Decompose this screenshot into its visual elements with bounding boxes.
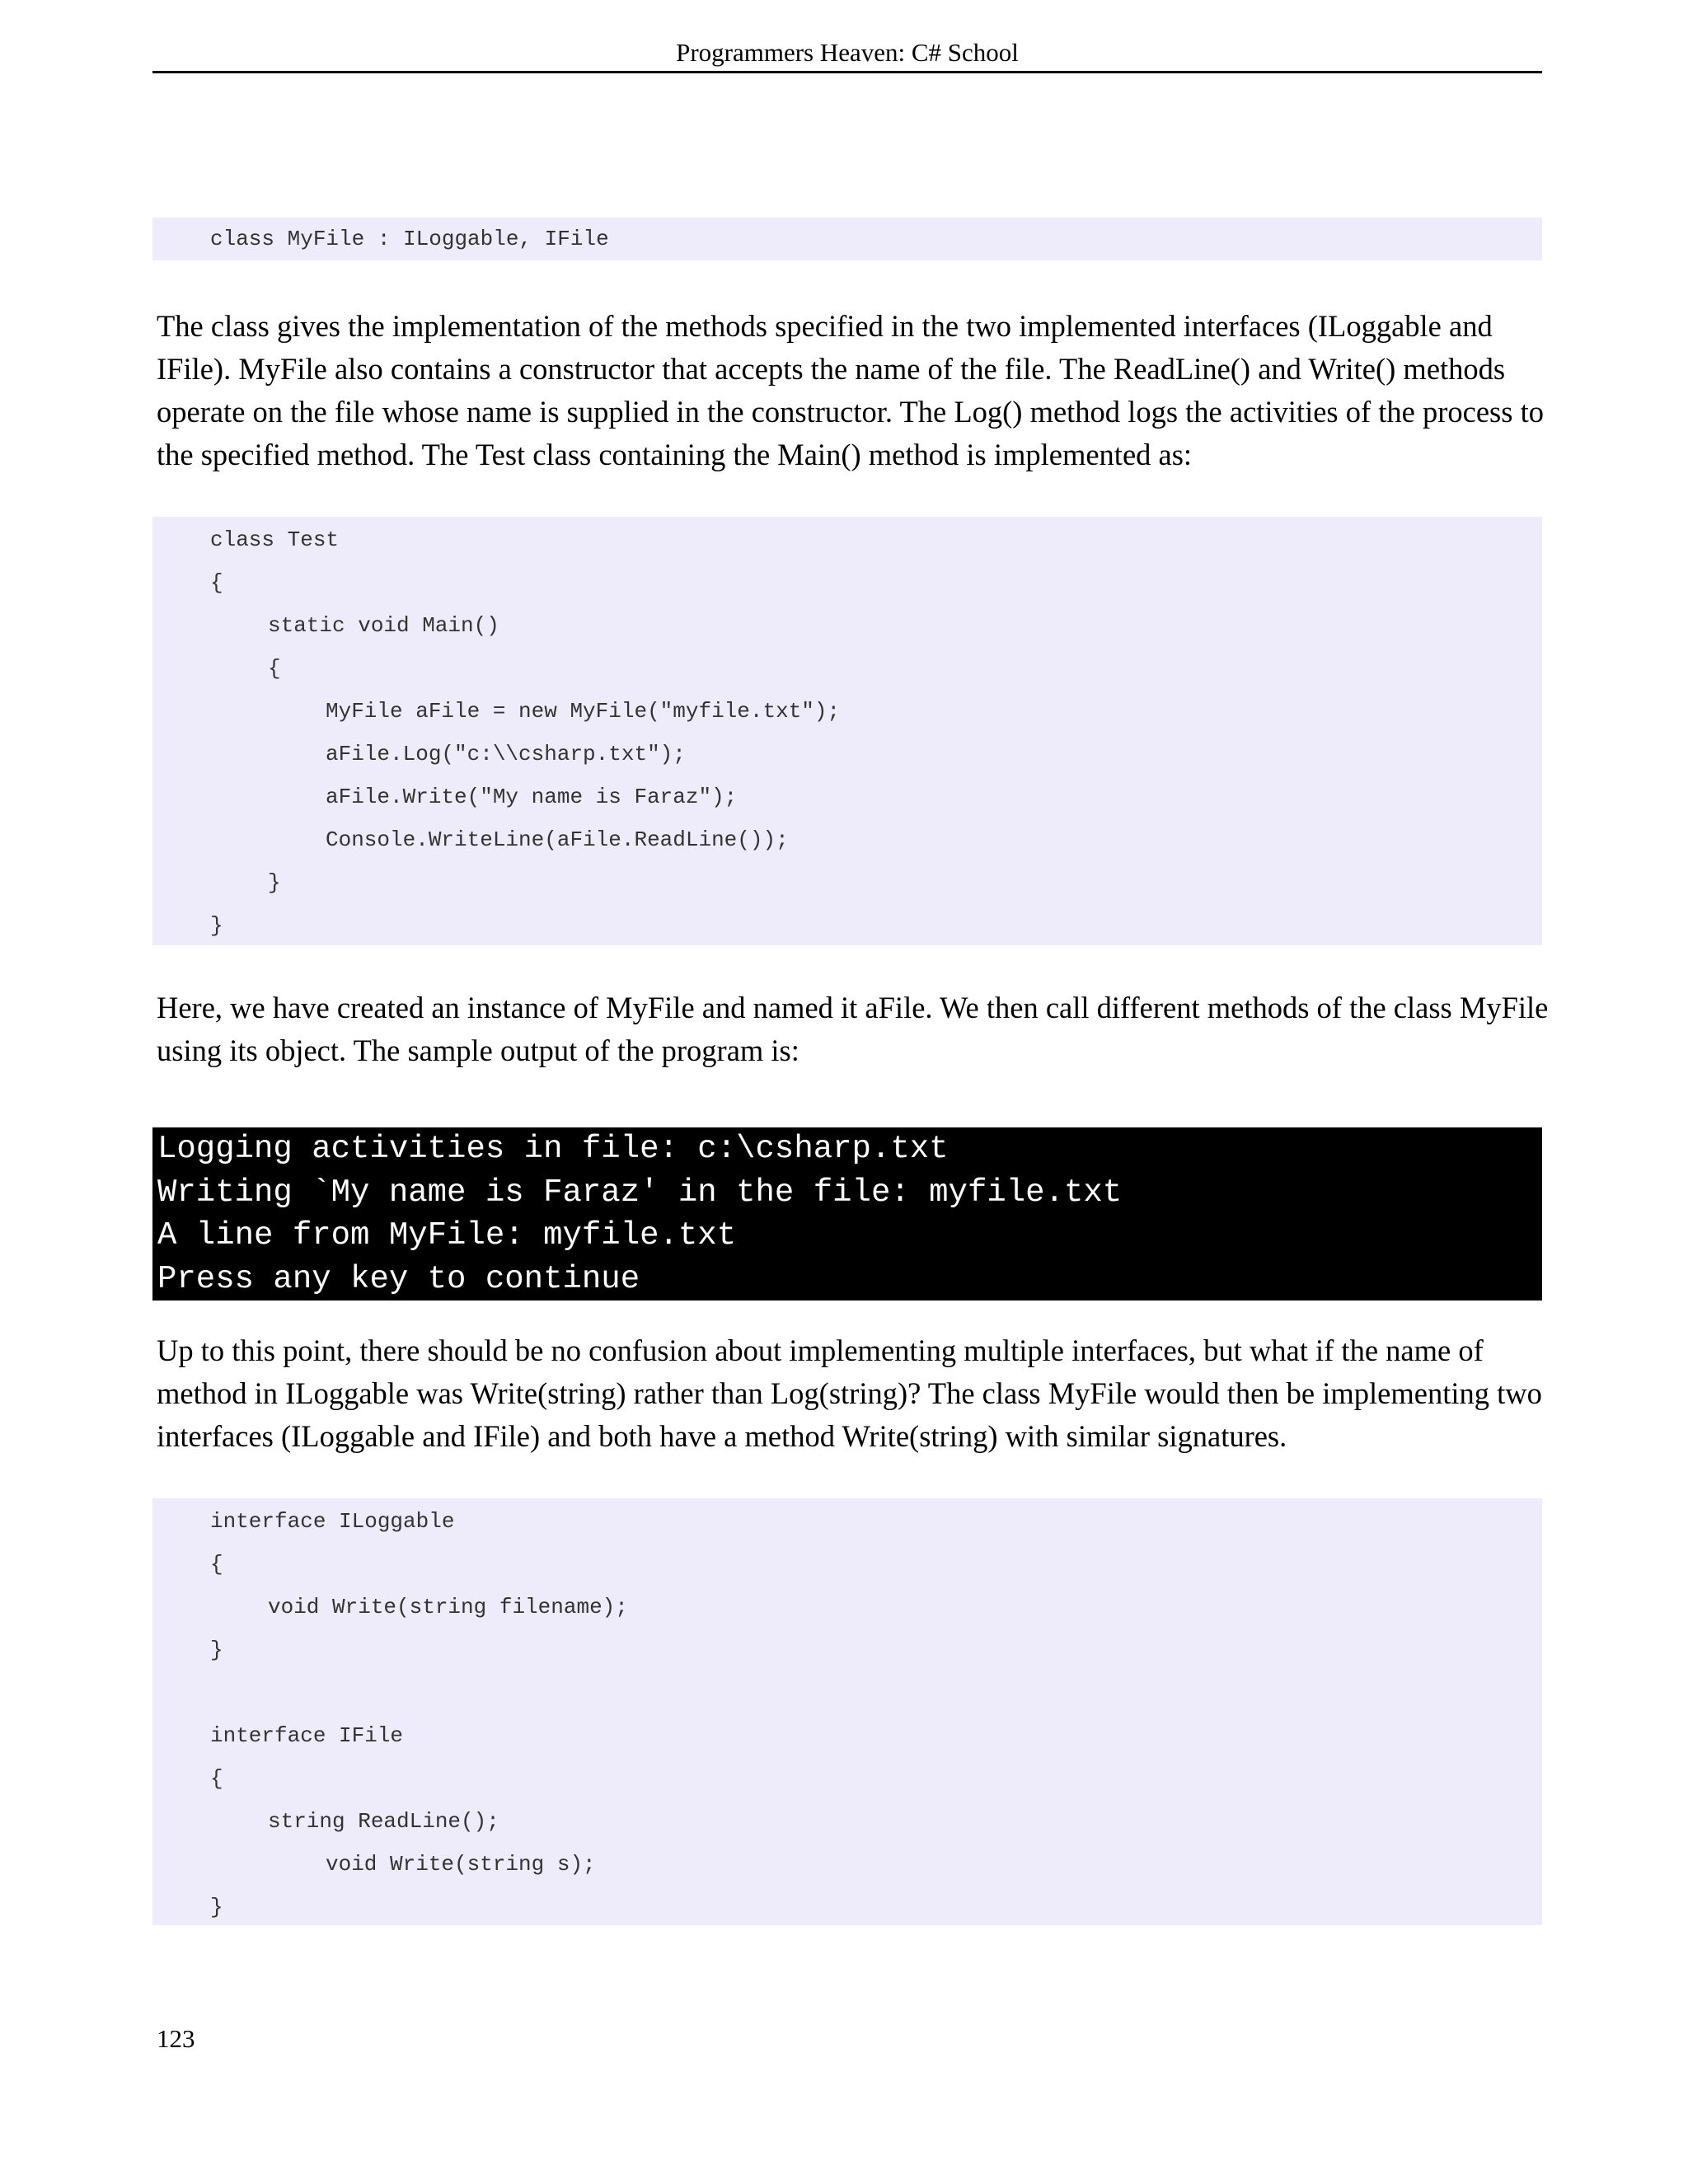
code-line: interface ILoggable — [210, 1509, 455, 1534]
page-header: Programmers Heaven: C# School — [152, 36, 1542, 73]
code-line: { — [268, 656, 281, 681]
console-line: Press any key to continue — [157, 1260, 640, 1297]
code-line: void Write(string s); — [326, 1852, 596, 1877]
code-line: string ReadLine(); — [268, 1809, 499, 1834]
code-block-class-declaration — [152, 218, 1542, 260]
code-line: } — [210, 1895, 223, 1919]
paragraph-class-implementation: The class gives the implementation of the methods specified in the two implemented interfaces (ILoggable and IFile). MyFile also contains a constructor that accepts the name of the file. The ReadLine() and Write() methods operate on the file whose name is supplied in the constructor. The Log() method logs the activities of the process to the specified method. The Test class containing the Main() method is implemented as: — [157, 309, 1544, 471]
console-line: Logging activities in file: c:\csharp.txt — [157, 1131, 949, 1167]
code-line: class MyFile : ILoggable, IFile — [210, 227, 609, 251]
code-line: { — [210, 1552, 223, 1577]
paragraph-multiple-interfaces: Up to this point, there should be no confusion about implementing multiple interfaces, but what if the name of method in ILoggable was Write(string) rather than Log(string)? The class MyFile would then be implementing two interfaces (ILoggable and IFile) and both have a method Write(string) with similar signatures. — [157, 1333, 1542, 1453]
console-line: Writing `My name is Faraz' in the file: myfile.txt — [157, 1174, 1123, 1211]
page-number: 123 — [157, 2024, 195, 2053]
code-line: Console.WriteLine(aFile.ReadLine()); — [326, 827, 789, 852]
code-line: } — [210, 1638, 223, 1662]
code-line: aFile.Write("My name is Faraz"); — [326, 785, 738, 809]
paragraph-instance-explanation: Here, we have created an instance of MyFile and named it aFile. We then call different methods of the class MyFile using its object. The sample output of the program is: — [157, 991, 1549, 1067]
code-block-interfaces — [152, 1498, 1542, 1925]
code-line: aFile.Log("c:\\csharp.txt"); — [326, 742, 686, 766]
code-line: } — [268, 870, 281, 895]
code-line: { — [210, 570, 223, 595]
console-output — [152, 1127, 1542, 1301]
console-line: A line from MyFile: myfile.txt — [157, 1217, 737, 1254]
code-line — [152, 1671, 1542, 1714]
code-block-test-class — [152, 517, 1542, 945]
code-line: } — [210, 913, 223, 938]
code-line: interface IFile — [210, 1723, 404, 1748]
code-line: class Test — [210, 527, 340, 552]
code-line: void Write(string filename); — [268, 1595, 628, 1619]
code-line: { — [210, 1766, 223, 1791]
code-line: MyFile aFile = new MyFile("myfile.txt"); — [326, 699, 841, 724]
code-line: static void Main() — [268, 613, 499, 638]
